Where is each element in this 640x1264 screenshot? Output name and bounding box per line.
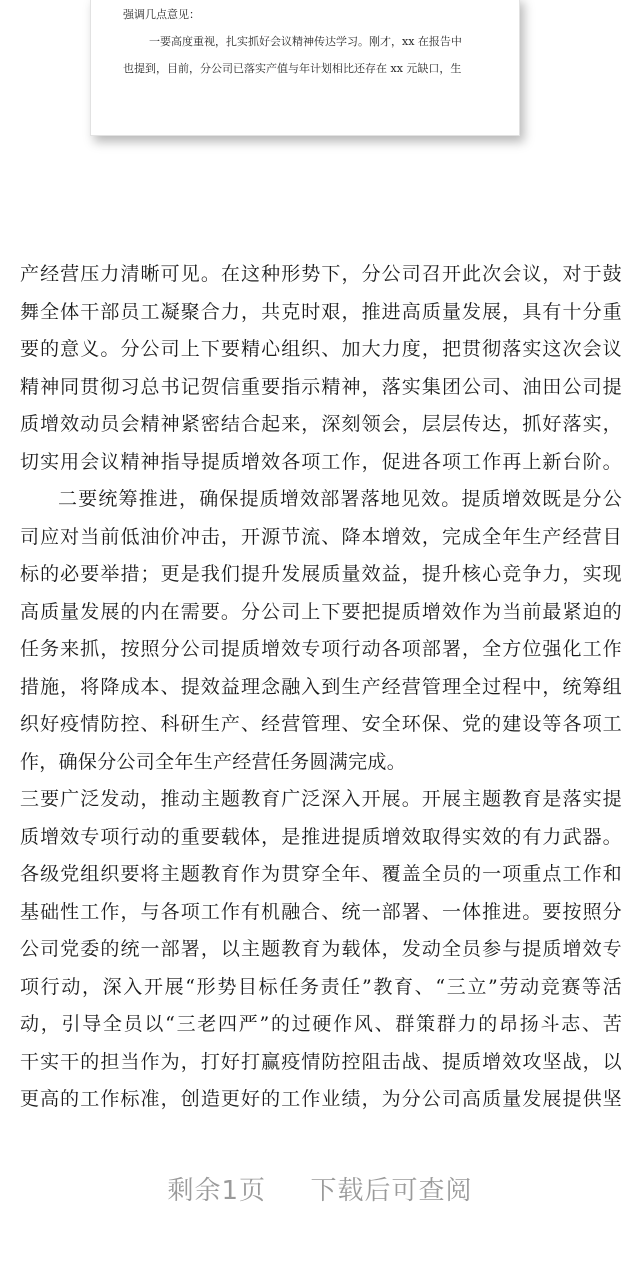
text-line: 产经营压力清晰可见。在这种形势下，分公司召开此次会议，对于鼓 bbox=[20, 263, 622, 285]
remaining-pages-label: 剩余1页 bbox=[167, 1176, 266, 1206]
text-line: 措施，将降成本、提效益理念融入到生产经营管理全过程中，统筹组 bbox=[20, 675, 622, 698]
preview-line: 也提到，目前，分公司已落实产值与年计划相比还存在 xx 元缺口，生 bbox=[123, 62, 462, 75]
paragraph-start-line: 二要统筹推进，确保提质增效部署落地见效。提质增效既是分公 bbox=[58, 488, 622, 510]
text-line: 动，引导全员以“三老四严”的过硬作风、群策群力的昂扬斗志、苦 bbox=[20, 1013, 622, 1035]
text-line: 基础性工作，与各项工作有机融合、统一部署、一体推进。要按照分 bbox=[20, 900, 622, 923]
download-prompt[interactable] bbox=[0, 1170, 640, 1207]
text-line: 织好疫情防控、科研生产、经营管理、安全环保、党的建设等各项工 bbox=[20, 713, 622, 735]
text-line: 质增效动员会精神紧密结合起来，深刻领会，层层传达，抓好落实， bbox=[20, 413, 622, 435]
text-line: 司应对当前低油价冲击，开源节流、降本增效，完成全年生产经营目 bbox=[20, 525, 622, 548]
text-line: 干实干的担当作为，打好打赢疫情防控阻击战、提质增效攻坚战，以 bbox=[20, 1050, 622, 1073]
document-body bbox=[20, 256, 622, 1119]
text-line: 精神同贯彻习总书记贺信重要指示精神，落实集团公司、油田公司提 bbox=[20, 375, 622, 398]
document-preview-card bbox=[90, 0, 520, 136]
text-line: 质增效专项行动的重要载体，是推进提质增效取得实效的有力武器。 bbox=[20, 825, 622, 848]
text-line: 任务来抓，按照分公司提质增效专项行动各项部署，全方位强化工作 bbox=[20, 638, 622, 660]
text-line: 切实用会议精神指导提质增效各项工作，促进各项工作再上新台阶。 bbox=[20, 450, 622, 473]
preview-line: 强调几点意见： bbox=[123, 8, 200, 21]
download-to-view-label: 下载后可查阅 bbox=[310, 1176, 473, 1206]
preview-line: 一要高度重视，扎实抓好会议精神传达学习。刚才，xx 在报告中 bbox=[149, 35, 462, 48]
text-line: 舞全体干部员工凝聚合力，共克时艰，推进高质量发展，具有十分重 bbox=[20, 300, 622, 323]
paragraph-start-line: 三要广泛发动，推动主题教育广泛深入开展。开展主题教育是落实提 bbox=[20, 788, 622, 810]
text-line: 各级党组织要将主题教育作为贯穿全年、覆盖全员的一项重点工作和 bbox=[20, 863, 622, 885]
text-line: 更高的工作标准，创造更好的工作业绩，为分公司高质量发展提供坚 bbox=[20, 1088, 622, 1110]
text-line: 高质量发展的内在需要。分公司上下要把提质增效作为当前最紧迫的 bbox=[20, 600, 622, 623]
text-line: 要的意义。分公司上下要精心组织、加大力度，把贯彻落实这次会议 bbox=[20, 338, 622, 360]
text-line: 标的必要举措；更是我们提升发展质量效益，提升核心竞争力，实现 bbox=[20, 563, 622, 585]
text-line: 公司党委的统一部署，以主题教育为载体，发动全员参与提质增效专 bbox=[20, 938, 622, 960]
paragraph-end-line: 作，确保分公司全年生产经营任务圆满完成。 bbox=[20, 750, 407, 773]
text-line: 项行动，深入开展“形势目标任务责任”教育、“三立”劳动竞赛等活 bbox=[20, 975, 622, 998]
